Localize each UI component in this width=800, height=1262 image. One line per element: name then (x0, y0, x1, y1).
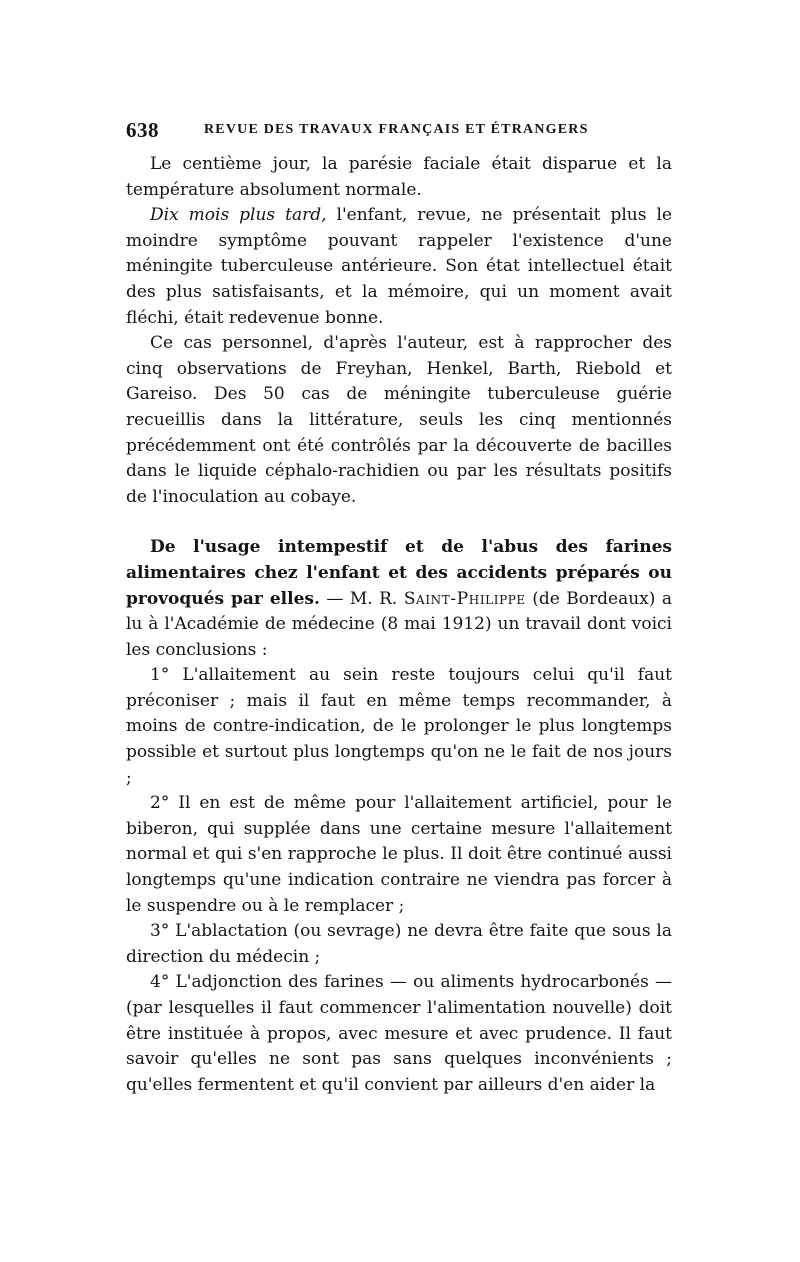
page-number: 638 (126, 118, 159, 142)
author-name: Saint-Philippe (403, 588, 526, 609)
paragraph-text: l'enfant, revue, ne présentait plus le moindre symptôme pouvant rappeler l'existence d'une méningite tuberculeuse antérieure. Son état intellectuel était des plus satisfaisants, et la mémoire, qui un moment avait fléchi, était redevenue bonne. (126, 205, 672, 328)
paragraph-ten-months-later (126, 203, 672, 331)
running-title: REVUE DES TRAVAUX FRANÇAIS ET ÉTRANGERS (204, 122, 589, 137)
paragraph-case-comparison: Ce cas personnel, d'après l'auteur, est à rapprocher des cinq observations de Freyhan, Henkel, Barth, Riebold et Gareiso. Des 50 cas de méningite tuberculeuse guérie recueillis dans la littérature, seuls les cinq mentionnés précédemment ont été contrôlés par la découverte de bacilles dans le liquide céphalo-rachidien ou par les résultats positifs de l'inoculation au cobaye. (126, 333, 672, 507)
section-heading-paragraph (126, 535, 672, 663)
section-dash: — M. R. (319, 588, 404, 609)
italic-lead: Dix mois plus tard, (150, 205, 327, 226)
page-header (126, 118, 686, 142)
paragraph-fever-outcome: Le centième jour, la parésie faciale était disparue et la température absolument normale. (126, 154, 672, 200)
body-text (126, 152, 672, 1098)
conclusion-3: 3° L'ablactation (ou sevrage) ne devra être faite que sous la direction du médecin ; (126, 921, 672, 967)
section-intro: (de Bordeaux) a lu à l'Académie de médecine (8 mai 1912) un travail dont voici les conclusions : (126, 588, 673, 660)
conclusion-4: 4° L'adjonction des farines — ou aliments hydrocarbonés — (par lesquelles il faut commencer l'alimentation nouvelle) doit être instituée à propos, avec mesure et avec prudence. Il faut savoir qu'elles ne sont pas sans quelques inconvénients ; qu'elles fermentent et qu'il convient par ailleurs d'en aider la (126, 972, 672, 1095)
conclusion-1: 1° L'allaitement au sein reste toujours celui qu'il faut préconiser ; mais il faut en même temps recommander, à moins de contre-indication, de le prolonger le plus longtemps possible et surtout plus longtemps qu'on ne le fait de nos jours ; (126, 665, 672, 788)
conclusion-2: 2° Il en est de même pour l'allaitement artificiel, pour le biberon, qui supplée dans une certaine mesure l'allaitement normal et qui s'en rapproche le plus. Il doit être continué aussi longtemps qu'une indication contraire ne viendra pas forcer à le suspendre ou à le remplacer ; (126, 793, 672, 916)
section-title: De l'usage intempestif et de l'abus des farines alimentaires chez l'enfant et des accidents préparés ou provoqués par elles. (126, 537, 672, 609)
